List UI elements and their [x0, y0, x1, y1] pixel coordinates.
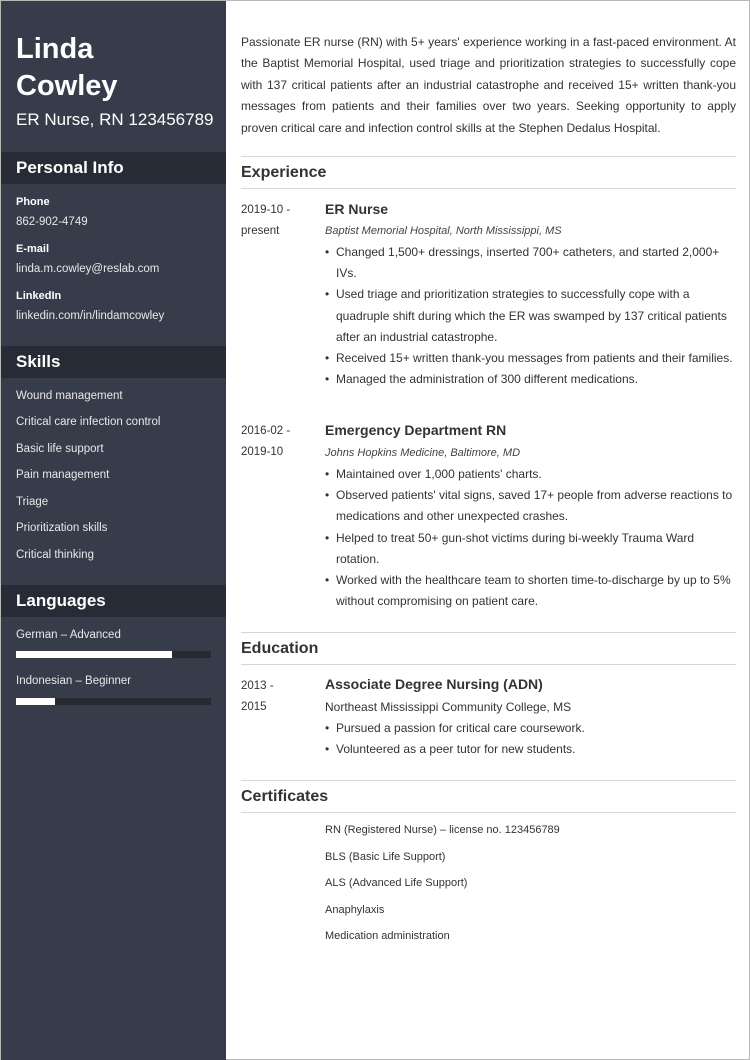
job-title: ER Nurse	[325, 201, 389, 217]
job-bullet: • Used triage and prioritization strategies to successfully cope with a quadruple shift during which the ER was swamped by 137 critical patients after an industrial catastrophe.	[325, 284, 737, 348]
certificate-item: BLS (Basic Life Support)	[325, 851, 446, 863]
certificate-item: ALS (Advanced Life Support)	[325, 877, 468, 889]
date-end: 2019-10	[241, 446, 284, 458]
job-bullet: • Observed patients' vital signs, saved 17+ people from adverse reactions to medications and other unexpected crashes.	[325, 485, 737, 527]
skill-item: Basic life support	[16, 443, 104, 455]
education-bullet: • Pursued a passion for critical care coursework.	[325, 718, 737, 739]
languages-heading: Languages	[1, 585, 226, 617]
sidebar	[1, 1, 226, 1060]
skill-item: Critical care infection control	[16, 416, 161, 428]
job-bullets	[325, 464, 737, 612]
language-level-fill	[16, 698, 55, 705]
language-label-indonesian: Indonesian – Beginner	[16, 675, 132, 687]
job-dates	[241, 200, 290, 242]
language-level-bar-indonesian	[16, 698, 211, 705]
skill-item: Prioritization skills	[16, 522, 108, 534]
job-bullet: • Received 15+ written thank-you messages from patients and their families.	[325, 348, 737, 369]
professional-summary: Passionate ER nurse (RN) with 5+ years' experience working in a fast-paced environment. At the Baptist Memorial Hospital, used triage and prioritization strategies to successfully cope with 137 critical patients after an industrial catastrophe and received 15+ written thank-you messages from patients and their families over two years. Seeking opportunity to apply proven critical care and infection control skills at the Stephen Dedalus Hospital.	[241, 35, 736, 135]
last-name: Cowley	[16, 70, 118, 102]
job-employer: Baptist Memorial Hospital, North Mississippi, MS	[325, 225, 562, 237]
education-dates	[241, 676, 274, 718]
email-label: E-mail	[16, 243, 50, 255]
school-name: Northeast Mississippi Community College, MS	[325, 700, 572, 714]
job-bullet: • Worked with the healthcare team to shorten time-to-discharge by up to 5% without compromising on patient care.	[325, 570, 737, 612]
job-bullet: • Managed the administration of 300 different medications.	[325, 369, 737, 390]
language-label-german: German – Advanced	[16, 629, 121, 641]
job-dates	[241, 421, 290, 463]
linkedin-value[interactable]: linkedin.com/in/lindamcowley	[16, 310, 165, 322]
personal-info-heading: Personal Info	[1, 152, 226, 184]
linkedin-label: LinkedIn	[16, 290, 62, 302]
experience-heading: Experience	[241, 156, 736, 189]
skill-item: Pain management	[16, 469, 110, 481]
date-end: 2015	[241, 701, 267, 713]
skills-heading: Skills	[1, 346, 226, 378]
main-content	[226, 1, 750, 1060]
skill-item: Wound management	[16, 390, 123, 402]
date-start: 2013 -	[241, 680, 274, 692]
certificate-item: Medication administration	[325, 930, 450, 942]
phone-value: 862-902-4749	[16, 216, 88, 228]
job-title: Emergency Department RN	[325, 422, 507, 438]
language-level-bar-german	[16, 651, 211, 658]
job-bullet: • Maintained over 1,000 patients' charts.	[325, 464, 737, 485]
certificates-heading: Certificates	[241, 780, 736, 813]
certificate-item: RN (Registered Nurse) – license no. 123456789	[325, 824, 560, 836]
language-level-fill	[16, 651, 172, 658]
job-employer: Johns Hopkins Medicine, Baltimore, MD	[325, 447, 521, 459]
degree-title: Associate Degree Nursing (ADN)	[325, 676, 543, 692]
candidate-name	[16, 31, 118, 105]
certificate-item: Anaphylaxis	[325, 904, 385, 916]
job-subtitle: ER Nurse, RN 123456789	[16, 110, 214, 129]
skill-item: Triage	[16, 496, 49, 508]
first-name: Linda	[16, 33, 94, 65]
education-bullets	[325, 718, 737, 760]
email-value[interactable]: linda.m.cowley@reslab.com	[16, 263, 160, 275]
skill-item: Critical thinking	[16, 549, 94, 561]
date-start: 2016-02 -	[241, 425, 291, 437]
job-bullet: • Helped to treat 50+ gun-shot victims during bi-weekly Trauma Ward rotation.	[325, 528, 737, 570]
education-bullet: • Volunteered as a peer tutor for new students.	[325, 739, 737, 760]
date-start: 2019-10 -	[241, 204, 291, 216]
job-bullets	[325, 242, 737, 390]
date-end: present	[241, 225, 280, 237]
job-bullet: • Changed 1,500+ dressings, inserted 700+ catheters, and started 2,000+ IVs.	[325, 242, 737, 284]
education-heading: Education	[241, 632, 736, 665]
phone-label: Phone	[16, 196, 50, 208]
